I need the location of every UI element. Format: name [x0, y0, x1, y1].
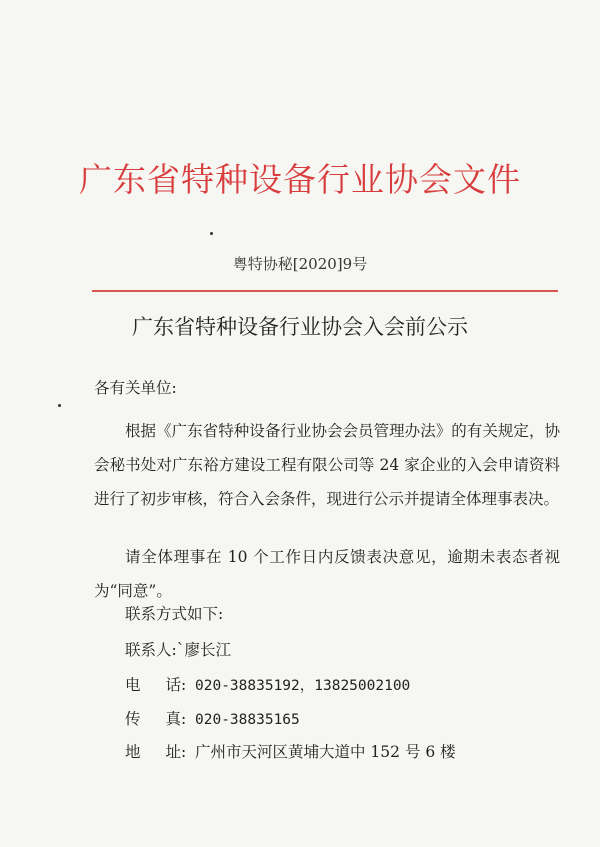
red-divider-line	[92, 290, 558, 292]
address-label: 地 址	[125, 743, 181, 761]
phone-value: 020-38835192，13825002100	[195, 678, 411, 694]
scan-speck	[210, 232, 213, 235]
paragraph-1: 根据《广东省特种设备行业协会会员管理办法》的有关规定，协会秘书处对广东裕方建设工程有限公司等 24 家企业的入会申请资料进行了初步审核，符合入会条件，现进行公示并提请全体理事表决。	[94, 422, 560, 508]
contact-phone-row	[125, 675, 410, 696]
fax-value: 020-38835165	[195, 712, 300, 728]
document-number: 粤特协秘[2020]9号	[232, 255, 368, 273]
contact-person-row	[125, 640, 231, 660]
contact-heading: 联系方式如下:	[125, 605, 224, 623]
contact-person-label: 联系人:	[125, 641, 177, 659]
scan-speck	[58, 404, 61, 407]
org-title: 广东省特种设备行业协会文件	[79, 160, 521, 199]
contact-fax-row	[125, 709, 300, 730]
fax-label: 传 真	[125, 710, 181, 728]
contact-person-value: `廖长江	[176, 641, 231, 659]
notice-title: 广东省特种设备行业协会入会前公示	[132, 315, 468, 339]
fax-colon: :	[181, 710, 187, 728]
address-value: 广州市天河区黄埔大道中 152 号 6 楼	[195, 743, 456, 761]
paragraph-2: 请全体理事在 10 个工作日内反馈表决意见，逾期未表态者视为“同意”。	[94, 548, 560, 600]
contact-address-row	[125, 742, 456, 762]
phone-colon: :	[181, 676, 187, 694]
phone-label: 电 话	[125, 676, 181, 694]
address-colon: :	[181, 743, 187, 761]
salutation: 各有关单位:	[94, 379, 177, 397]
